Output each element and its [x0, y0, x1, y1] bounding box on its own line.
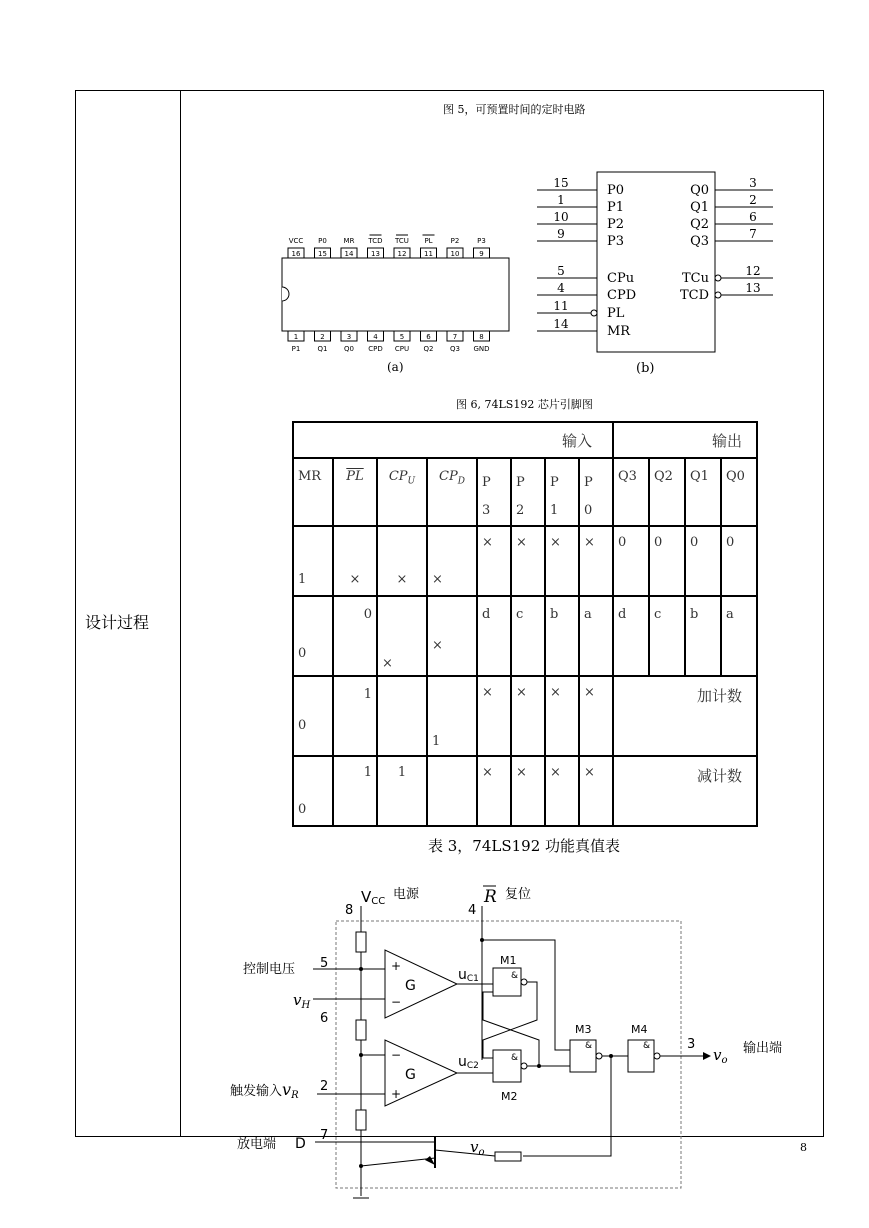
pin-number: 16: [291, 250, 301, 258]
header-p0: P 0: [579, 458, 613, 526]
gate-m2: M2: [501, 1090, 518, 1103]
vcc-text: 电源: [393, 887, 420, 902]
pin-number: 10: [450, 250, 460, 258]
pin-number: 13: [745, 281, 761, 295]
svg-text:&: &: [511, 971, 519, 981]
svg-text:&: &: [511, 1053, 519, 1063]
table-row: 0 1 1 × × × × 加计数: [293, 676, 757, 756]
inversion-bubble: [591, 310, 597, 316]
pin-number: 7: [452, 333, 458, 341]
pin-number: 11: [553, 299, 569, 313]
reset-text: 复位: [505, 887, 532, 902]
pin-name: Q3: [450, 345, 460, 353]
comparator-2: G: [405, 1067, 416, 1083]
pin-number: 1: [293, 333, 299, 341]
header-q1: Q1: [685, 458, 721, 526]
chip-a-label: (a): [387, 360, 404, 374]
pin-number: 4: [557, 281, 565, 295]
header-mr: MR: [293, 458, 333, 526]
header-p1: P 1: [545, 458, 579, 526]
pin-number: 14: [553, 317, 569, 331]
pin-name: P2: [450, 237, 460, 245]
pin-name: TCu: [682, 271, 709, 286]
pin-number: 9: [557, 227, 565, 241]
chip-b-label: (b): [636, 361, 655, 376]
section-label: 设计过程: [85, 613, 150, 632]
header-q0: Q0: [721, 458, 757, 526]
chip-a-dip-diagram: [280, 230, 520, 375]
pin-name: Q0: [344, 345, 354, 353]
pin-number: 13: [371, 250, 380, 258]
column-divider: [180, 90, 181, 1137]
pin-number: 14: [344, 250, 354, 258]
pin-name: Q0: [690, 183, 709, 198]
pin-name: CPD: [368, 345, 383, 353]
pin-number: 7: [749, 227, 757, 241]
pin-number: 5: [557, 264, 565, 278]
fig5-caption: 图 5，可预置时间的定时电路: [443, 103, 586, 116]
pin-name: P3: [477, 237, 486, 245]
pin-name: Q3: [690, 234, 709, 249]
pin-name: Q1: [317, 345, 328, 353]
pin-name: GND: [473, 345, 490, 353]
header-cpd: $CP_D$: [427, 458, 477, 526]
svg-text:+: +: [391, 959, 402, 973]
pin-6: 6: [320, 1011, 329, 1026]
uc2-label: uC2: [458, 1054, 479, 1071]
pin-name: Q1: [690, 200, 709, 215]
discharge-d: D: [295, 1136, 306, 1152]
table-row: 0 0 × × d c b a d c b a: [293, 596, 757, 676]
pin-number: 11: [424, 250, 433, 258]
vcc-label: VCC: [361, 888, 386, 907]
header-cpu: $CP_U$: [377, 458, 427, 526]
gate-m1: M1: [500, 954, 517, 967]
pin-number: 12: [397, 250, 407, 258]
pin-name: P0: [607, 183, 625, 198]
svg-text:−: −: [391, 995, 402, 1009]
pin-number: 15: [318, 250, 327, 258]
reset-symbol: R: [484, 887, 497, 907]
pin-name: TCD: [679, 288, 709, 303]
pin-name: P3: [607, 234, 625, 249]
pin-number: 9: [479, 250, 484, 258]
pin-name: P1: [607, 200, 625, 215]
pin-name: TCU: [395, 237, 409, 245]
pin-name: MR: [607, 324, 631, 339]
svg-text:&: &: [585, 1041, 593, 1051]
header-q2: Q2: [649, 458, 685, 526]
inversion-bubble: [715, 275, 721, 281]
svg-text:+: +: [391, 1087, 402, 1101]
pin-name: Q2: [690, 217, 709, 232]
timer-circuit-diagram: [225, 880, 825, 1210]
pin-number: 4: [373, 333, 378, 341]
comparator-1: G: [405, 978, 416, 994]
inversion-bubble: [715, 292, 721, 298]
vo-label: $v_o$: [713, 1046, 728, 1066]
pin-number: 15: [553, 176, 569, 190]
pin-number: 2: [320, 333, 325, 341]
pin-5: 5: [320, 956, 329, 971]
pin-name: Q2: [423, 345, 434, 353]
pin-number: 6: [426, 333, 431, 341]
pin-name: P2: [607, 217, 625, 232]
pin-number: 3: [346, 333, 352, 341]
header-p3: P 3: [477, 458, 511, 526]
pin-name: CPu: [607, 271, 635, 286]
pin-name: VCC: [288, 237, 304, 245]
pin-7: 7: [320, 1128, 329, 1143]
uc1-label: uC1: [458, 967, 479, 984]
table-row: 0 1 1 × × × × 减计数: [293, 756, 757, 826]
vh-label: $v_H$: [293, 991, 311, 1011]
gate-m4: M4: [631, 1023, 648, 1036]
chip-b-logic-symbol: [533, 168, 783, 378]
pin-number: 1: [557, 193, 565, 207]
vo-base-label: $v_o$: [470, 1138, 485, 1158]
pin-name: PL: [607, 306, 625, 321]
table-caption: 表 3，74LS192 功能真值表: [428, 837, 621, 855]
pin-number: 10: [553, 210, 569, 224]
header-input-group: 输入: [293, 422, 613, 458]
pin-4: 4: [468, 903, 477, 918]
discharge-label: 放电端: [237, 1137, 277, 1152]
pin-8: 8: [345, 903, 354, 918]
output-terminal-label: 输出端: [743, 1041, 783, 1056]
pin-name: PL: [424, 237, 433, 245]
pin-number: 2: [749, 193, 757, 207]
pin-number: 6: [749, 210, 757, 224]
pin-number: 12: [745, 264, 761, 278]
header-p2: P 2: [511, 458, 545, 526]
pin-name: TCD: [368, 237, 383, 245]
svg-text:−: −: [391, 1048, 402, 1062]
header-pl: $\overline{PL}$: [333, 458, 377, 526]
header-output-group: 输出: [613, 422, 757, 458]
pin-name: P1: [291, 345, 301, 353]
gate-m3: M3: [575, 1023, 592, 1036]
trigger-input-label: 触发输入$v_R$: [230, 1080, 299, 1101]
pin-2: 2: [320, 1079, 329, 1094]
page-number: 8: [800, 1141, 807, 1154]
header-q3: Q3: [613, 458, 649, 526]
pin-number: 5: [399, 333, 405, 341]
pin-name: CPU: [394, 345, 410, 353]
truth-table: [292, 421, 758, 827]
svg-text:&: &: [643, 1041, 651, 1051]
mode-count-down: 减计数: [613, 756, 757, 826]
table-row: 1 × × × × × × × 0 0 0 0: [293, 526, 757, 596]
fig6-caption: 图 6, 74LS192 芯片引脚图: [456, 398, 593, 411]
pin-3: 3: [687, 1037, 696, 1052]
pin-name: MR: [343, 237, 355, 245]
pin-number: 3: [749, 176, 757, 190]
mode-count-up: 加计数: [613, 676, 757, 756]
pin-name: P0: [318, 237, 327, 245]
pin-name: CPD: [607, 288, 637, 303]
pin-number: 8: [479, 333, 484, 341]
control-voltage-label: 控制电压: [243, 962, 296, 977]
